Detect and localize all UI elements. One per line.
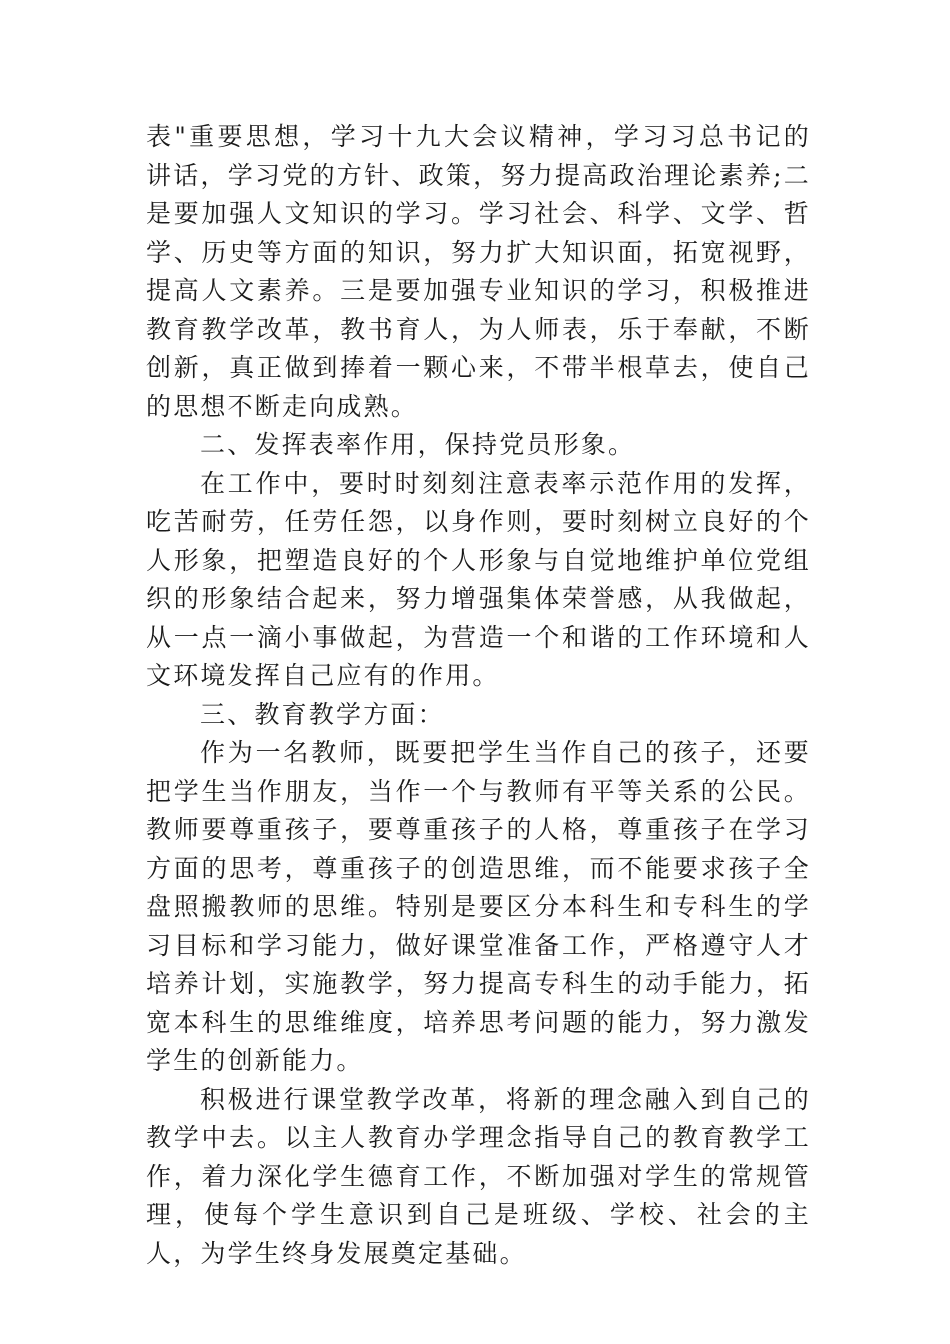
section-heading-3: 三、教育教学方面： xyxy=(200,699,445,729)
paragraph-continuation: 表"重要思想，学习十九大会议精神，学习习总书记的讲话，学习党的方针、政策，努力提高政治理论素养;二是要加强人文知识的学习。学习社会、科学、文学、哲学、历史等方面的知识，努力扩大知识面，拓宽视野，提高人文素养。三是要加强专业知识的学习，积极推进教育教学改革，教书育人，为人师表，乐于奉献，不断创新，真正做到捧着一颗心来，不带半根草去，使自己的思想不断走向成熟。 xyxy=(146,122,811,421)
paragraph-body: 作为一名教师，既要把学生当作自己的孩子，还要把学生当作朋友，当作一个与教师有平等关系的公民。教师要尊重孩子，要尊重孩子的人格，尊重孩子在学习方面的思考，尊重孩子的创造思维，而不能要求孩子全盘照搬教师的思维。特别是要区分本科生和专科生的学习目标和学习能力，做好课堂准备工作，严格遵守人才培养计划，实施教学，努力提高专科生的动手能力，拓宽本科生的思维维度，培养思考问题的能力，努力激发学生的创新能力。 xyxy=(146,738,811,1075)
section-heading-2: 二、发挥表率作用，保持党员形象。 xyxy=(200,430,636,459)
paragraph-body: 在工作中，要时时刻刻注意表率示范作用的发挥，吃苦耐劳，任劳任怨，以身作则，要时刻树立良好的个人形象，把塑造良好的个人形象与自觉地维护单位党组织的形象结合起来，努力增强集体荣誉感，从我做起，从一点一滴小事做起，为营造一个和谐的工作环境和人文环境发挥自己应有的作用。 xyxy=(146,468,811,690)
paragraph-body: 积极进行课堂教学改革，将新的理念融入到自己的教学中去。以主人教育办学理念指导自己的教育教学工作，着力深化学生德育工作，不断加强对学生的常规管理，使每个学生意识到自己是班级、学校、社会的主人，为学生终身发展奠定基础。 xyxy=(146,1084,811,1268)
document-page xyxy=(146,118,811,1273)
